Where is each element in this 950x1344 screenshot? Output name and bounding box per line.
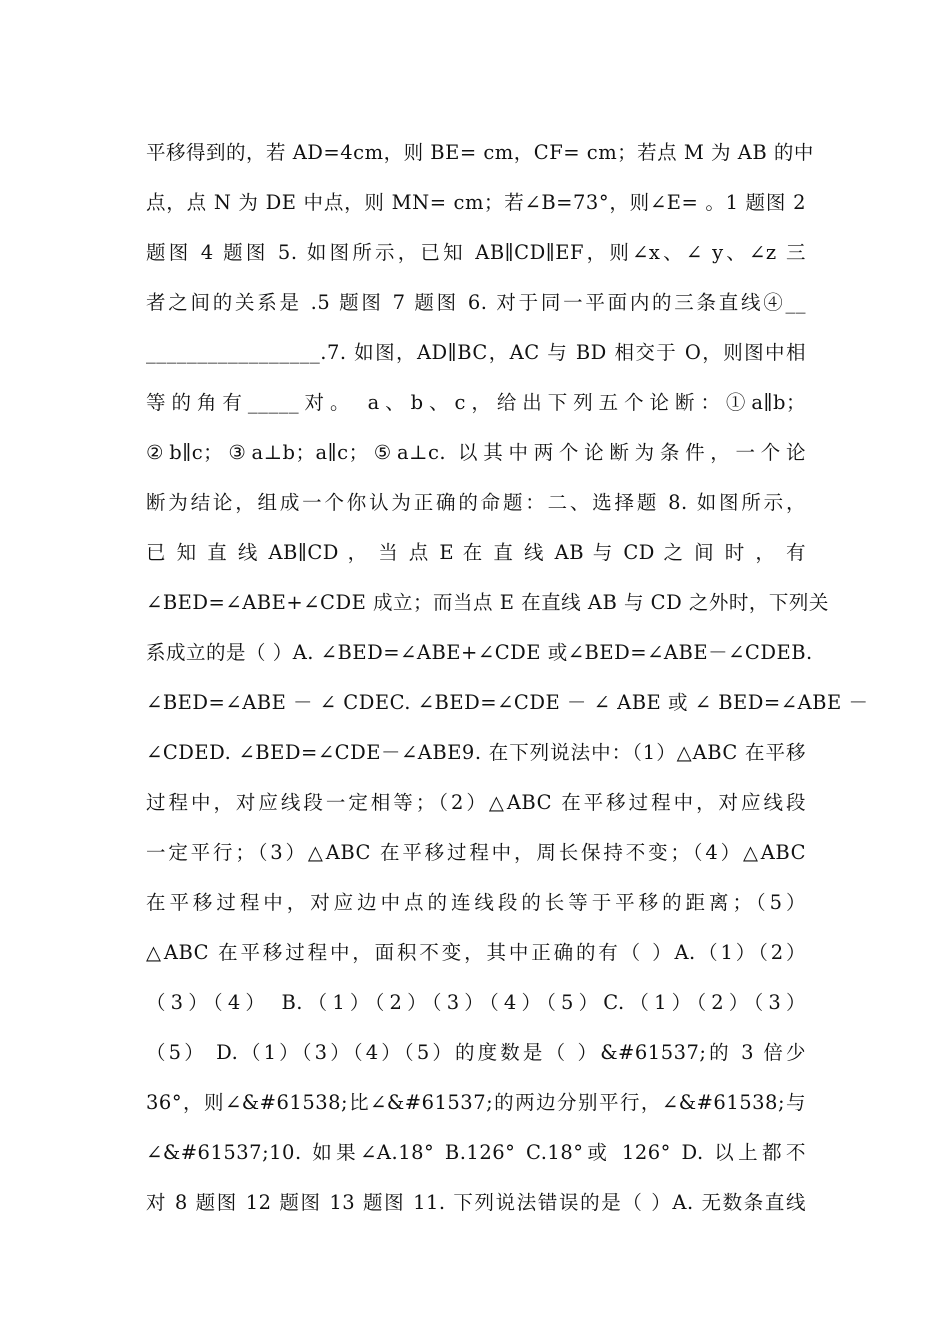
text-line: 过程中，对应线段一定相等；（2）△ABC 在平移过程中，对应线段 [146, 791, 806, 814]
text-line: 断为结论，组成一个你认为正确的命题：二、选择题 8. 如图所示， [146, 491, 806, 514]
text-line: ∠&#61537;10. 如果∠A.18° B.126° C.18°或 126° D. 以上都不 [146, 1141, 806, 1164]
text-line: _________________.7. 如图，AD∥BC，AC 与 BD 相交于 O，则图中相 [146, 341, 806, 364]
text-line: （3）（4） B.（1）（2）（3）（4）（5）C.（1）（2）（3） [146, 991, 806, 1014]
text-line: ∠BED=∠ABE － ∠ CDEC. ∠BED=∠CDE － ∠ ABE 或 ∠ BED=∠ABE － [146, 691, 869, 714]
text-line: 在平移过程中，对应边中点的连线段的长等于平移的距离；（5） [146, 891, 806, 914]
text-line: 一定平行；（3）△ABC 在平移过程中，周长保持不变；（4）△ABC [146, 841, 806, 864]
text-line: ∠BED=∠ABE+∠CDE 成立；而当点 E 在直线 AB 与 CD 之外时，下列关 [146, 591, 829, 614]
text-line: 系成立的是（ ）A. ∠BED=∠ABE+∠CDE 或∠BED=∠ABE－∠CDEB. [146, 641, 813, 664]
document-body [146, 128, 869, 1228]
text-line: （5） D.（1）（3）（4）（5）的度数是（ ）&#61537;的 3 倍少 [146, 1041, 806, 1064]
text-line: 等的角有_____对。 a、b、c，给出下列五个论断：①a∥b； [146, 391, 806, 414]
text-line: 题图 4 题图 5. 如图所示，已知 AB∥CD∥EF，则∠x、∠ y、∠z 三 [146, 241, 806, 264]
text-line: 者之间的关系是 .5 题图 7 题图 6. 对于同一平面内的三条直线④__ [146, 291, 806, 314]
text-line: ∠CDED. ∠BED=∠CDE－∠ABE9. 在下列说法中：（1）△ABC 在平移 [146, 741, 806, 764]
text-line: ②b∥c；③a⊥b；a∥c；⑤a⊥c. 以其中两个论断为条件，一个论 [146, 441, 806, 464]
text-line: 对 8 题图 12 题图 13 题图 11. 下列说法错误的是（ ）A. 无数条直线 [146, 1191, 806, 1214]
text-line: 平移得到的，若 AD=4cm，则 BE= cm，CF= cm；若点 M 为 AB 的中 [146, 141, 814, 164]
text-line: 点，点 N 为 DE 中点，则 MN= cm；若∠B=73°，则∠E= 。1 题图 2 [146, 191, 806, 214]
text-line: 36°，则∠&#61538;比∠&#61537;的两边分别平行，∠&#61538;与 [146, 1091, 806, 1114]
text-line: △ABC 在平移过程中，面积不变，其中正确的有（ ）A.（1）（2） [146, 941, 806, 964]
text-line: 已 知 直 线 AB∥CD ， 当 点 E 在 直 线 AB 与 CD 之 间 时 ， 有 [146, 541, 806, 564]
